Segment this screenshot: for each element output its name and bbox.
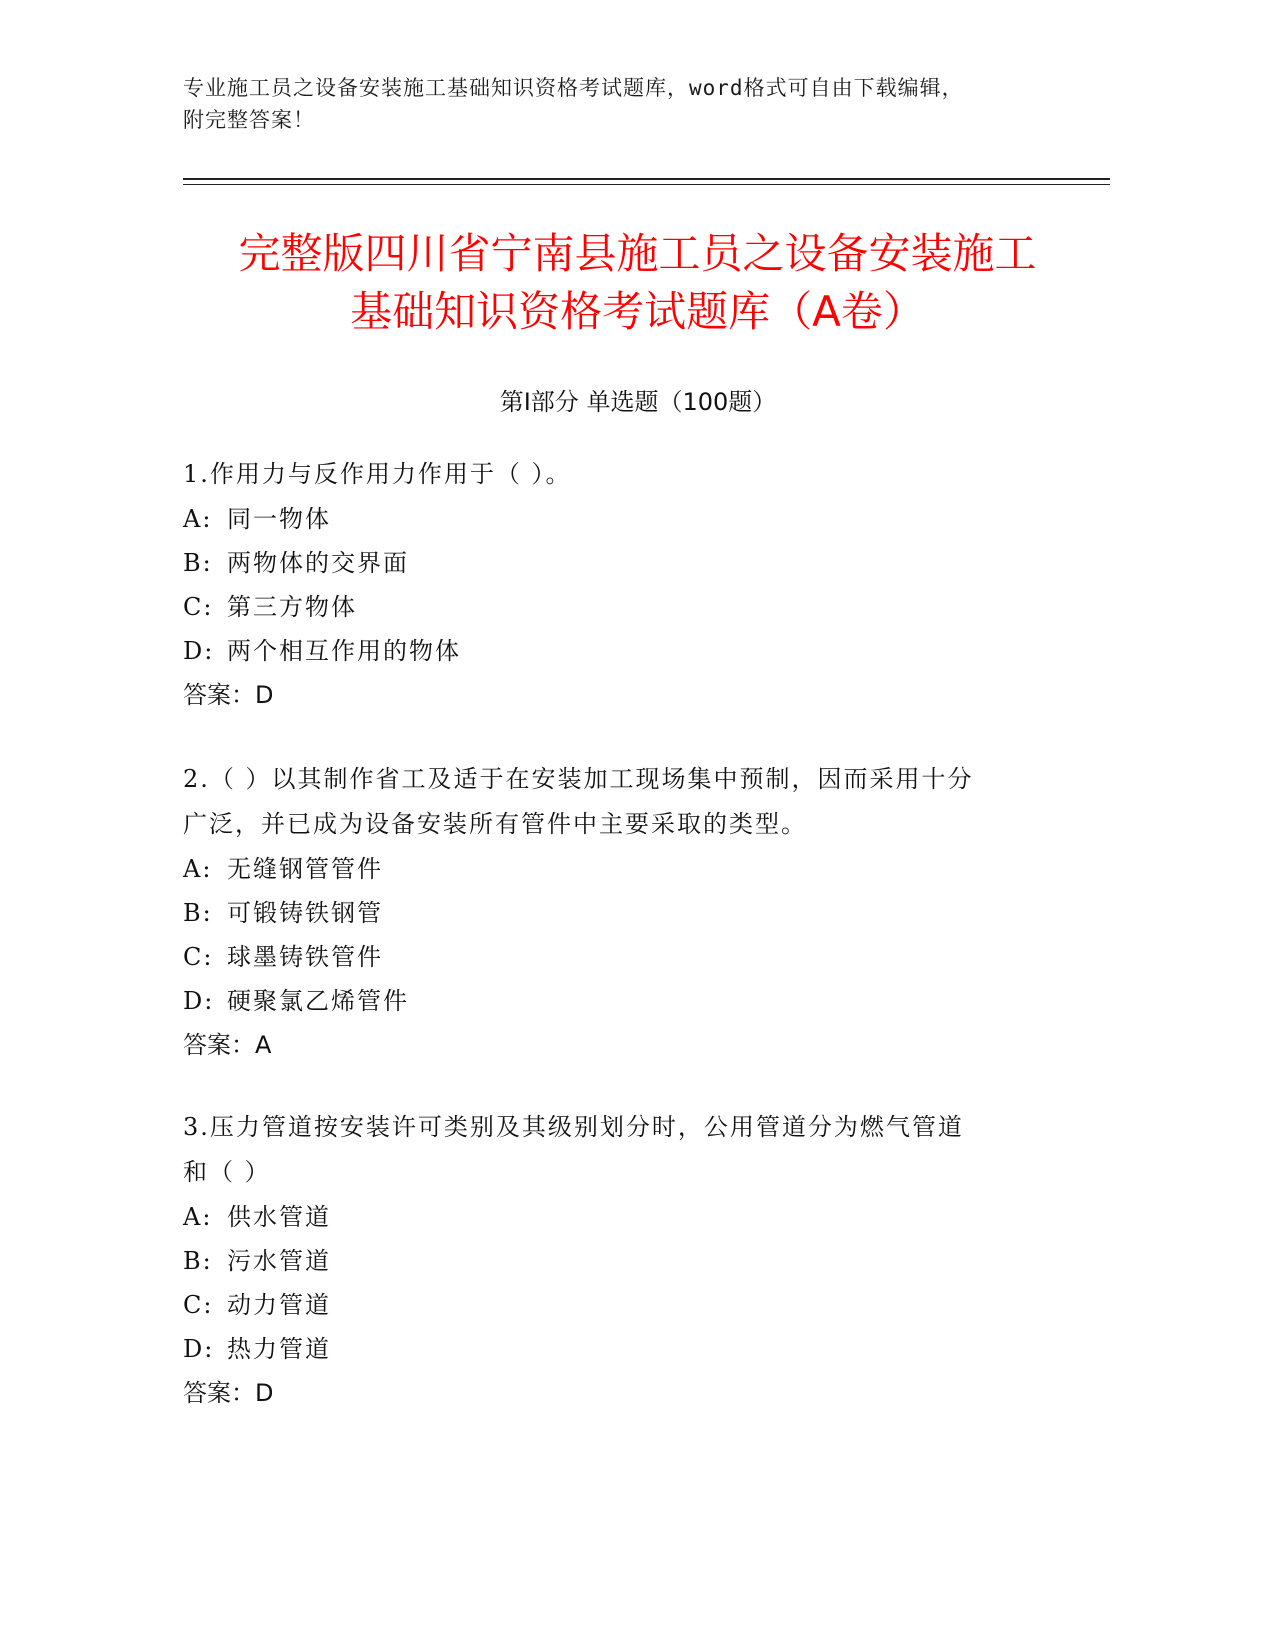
option-key: D: (183, 1335, 215, 1363)
option-b (183, 541, 1063, 585)
answer-line: 答案：D (183, 1379, 274, 1407)
option-text: 同一物体 (227, 505, 331, 533)
option-text: 可锻铸铁钢管 (227, 899, 383, 927)
question-stem: 广泛，并已成为设备安装所有管件中主要采取的类型。 (183, 810, 807, 838)
section-heading: 第Ⅰ部分 单选题（100题） (499, 388, 777, 416)
option-text: 两物体的交界面 (227, 549, 409, 577)
option-key: B: (183, 1247, 213, 1275)
option-key: C: (183, 1291, 214, 1319)
option-b (183, 891, 1063, 935)
document-title (150, 225, 1125, 341)
question-stem: 2.（ ）以其制作省工及适于在安装加工现场集中预制，因而采用十分 (183, 765, 974, 793)
question-stem: 和（ ） (183, 1158, 271, 1186)
option-text: 球墨铸铁管件 (227, 943, 383, 971)
option-d (183, 629, 1063, 673)
document-title-line: 基础知识资格考试题库（A卷） (350, 287, 925, 336)
header-note-line: 专业施工员之设备安装施工基础知识资格考试题库，word格式可自由下载编辑， (183, 76, 964, 100)
option-b (183, 1239, 1063, 1283)
option-text: 无缝钢管管件 (227, 855, 383, 883)
option-key: B: (183, 549, 213, 577)
document-title-line: 完整版四川省宁南县施工员之设备安装施工 (238, 229, 1037, 278)
answer-line: 答案：D (183, 681, 274, 709)
option-text: 两个相互作用的物体 (227, 637, 461, 665)
header-note (183, 72, 1063, 136)
question-block (183, 1105, 1063, 1415)
question-block (183, 757, 1063, 1067)
option-c (183, 1283, 1063, 1327)
option-key: C: (183, 593, 214, 621)
option-text: 热力管道 (227, 1335, 331, 1363)
option-key: D: (183, 637, 215, 665)
option-key: B: (183, 899, 213, 927)
option-a (183, 497, 1063, 541)
option-text: 供水管道 (227, 1203, 331, 1231)
option-text: 动力管道 (227, 1291, 331, 1319)
option-text: 污水管道 (227, 1247, 331, 1275)
option-key: A: (183, 505, 213, 533)
option-key: A: (183, 855, 213, 883)
question-stem: 1.作用力与反作用力作用于（ ）。 (183, 460, 572, 488)
option-key: C: (183, 943, 214, 971)
option-key: A: (183, 1203, 213, 1231)
option-d (183, 1327, 1063, 1371)
option-c (183, 935, 1063, 979)
question-stem: 3.压力管道按安装许可类别及其级别划分时，公用管道分为燃气管道 (183, 1113, 964, 1141)
option-key: D: (183, 987, 215, 1015)
option-c (183, 585, 1063, 629)
option-d (183, 979, 1063, 1023)
header-note-line: 附完整答案！ (183, 108, 315, 132)
option-text: 硬聚氯乙烯管件 (227, 987, 409, 1015)
option-text: 第三方物体 (227, 593, 357, 621)
option-a (183, 1195, 1063, 1239)
header-divider-thick (183, 178, 1110, 180)
header-divider-thin (183, 184, 1110, 185)
answer-line: 答案：A (183, 1031, 272, 1059)
question-block (183, 452, 1063, 717)
option-a (183, 847, 1063, 891)
